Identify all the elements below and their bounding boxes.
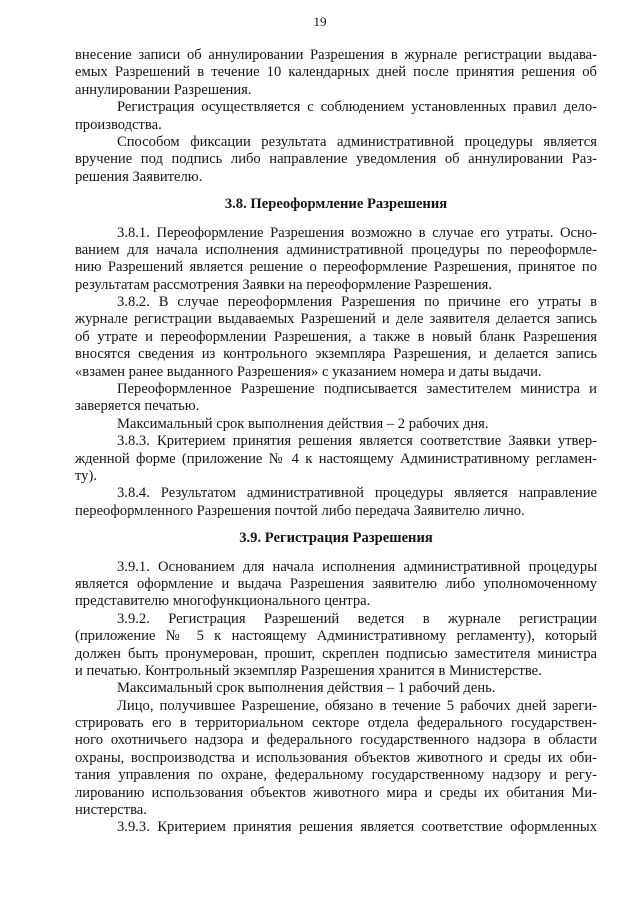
- text-line: внесение записи об аннулировании Разрешения в журнале регистрации выдава-: [75, 47, 597, 63]
- text-line: 3.8.4. Результатом административной процедуры является направление: [117, 485, 597, 502]
- text-line: 3.9.2. Регистрация Разрешений ведется в журнале регистрации: [117, 610, 597, 627]
- spacer: [75, 548, 597, 559]
- text-line: нистерства.: [75, 802, 147, 819]
- text-line: аннулировании Разрешения.: [75, 81, 252, 98]
- text-line: Лицо, получившее Разрешение, обязано в течение 5 рабочих дней зареги-: [117, 697, 597, 714]
- text-line: ту).: [75, 467, 97, 484]
- text-line: представителю многофункционального центра.: [75, 593, 371, 610]
- text-line: 3.8.2. В случае переоформления Разрешения по причине его утраты в: [117, 294, 597, 311]
- page-number: 19: [313, 14, 327, 29]
- text-line: журнале регистрации выдаваемых Разрешений и деле заявителя делается запись: [75, 311, 597, 328]
- text-line: 3.9.3. Критерием принятия решения является соответствие оформленных: [117, 819, 597, 836]
- text-line: вносятся сведения из контрольного экземпляра Разрешения, и делается запись: [75, 346, 597, 363]
- spacer: [75, 214, 597, 225]
- text-line: должен быть пронумерован, прошит, скреплен подписью заместителя министра: [75, 645, 597, 662]
- text-line: решения Заявителю.: [75, 168, 203, 185]
- document-body: [75, 47, 597, 837]
- text-line: является оформление и выдача Разрешения заявителю либо уполномоченному: [75, 575, 597, 592]
- text-line: жденной форме (приложение № 4 к настоящему Административному регламен-: [75, 450, 597, 467]
- text-line: емых Разрешений в течение 10 календарных дней после принятия решения об: [75, 64, 597, 81]
- text-line: заверяется печатью.: [75, 398, 200, 415]
- text-line: Регистрация осуществляется с соблюдением установленных правил дело-: [117, 99, 597, 116]
- text-line: нию Разрешений является решение о переоформление Разрешения, принятое по: [75, 259, 597, 276]
- text-line: Максимальный срок выполнения действия – 1 рабочий день.: [117, 680, 496, 697]
- text-line: (приложение № 5 к настоящему Административному регламенту), который: [75, 628, 597, 645]
- text-line: лированию использования объектов животного мира и среды их обитания Ми-: [75, 784, 597, 801]
- text-line: 3.8.3. Критерием принятия решения является соответствие Заявки утвер-: [117, 433, 597, 450]
- text-line: 3.8.1. Переоформление Разрешения возможно в случае его утраты. Осно-: [117, 224, 597, 241]
- text-line: производства.: [75, 116, 162, 133]
- text-line: результатам рассмотрения Заявки на переоформление Разрешения.: [75, 276, 493, 293]
- text-line: стрировать его в территориальном секторе отдела федерального государствен-: [75, 715, 597, 732]
- text-line: «взамен ранее выданного Разрешения» с указанием номера и даты выдачи.: [75, 363, 542, 380]
- section-heading: 3.8. Переоформление Разрешения: [224, 196, 448, 213]
- section-heading: 3.9. Регистрация Разрешения: [239, 530, 433, 547]
- text-line: Переоформленное Разрешение подписывается заместителем министра и: [117, 381, 597, 398]
- text-line: охраны, воспроизводства и использования объектов животного и среды их оби-: [75, 749, 597, 766]
- text-line: и печатью. Контрольный экземпляр Разрешения хранится в Министерстве.: [75, 662, 542, 679]
- text-line: 3.9.1. Основанием для начала исполнения административной процедуры: [117, 558, 597, 575]
- text-line: Максимальный срок выполнения действия – 2 рабочих дня.: [117, 415, 489, 432]
- text-line: об утрате и переоформлении Разрешения, а также в новый бланк Разрешения: [75, 328, 597, 345]
- text-line: тания управления по охране, федеральному государственному надзору и регу-: [75, 767, 597, 784]
- text-line: ного охотничьего надзора и федерального государственного надзора в области: [75, 732, 597, 749]
- text-line: Способом фиксации результата административной процедуры является: [117, 133, 597, 150]
- text-line: ванием для начала исполнения административной процедуры по переоформле-: [75, 241, 597, 258]
- spacer: [75, 186, 597, 196]
- spacer: [75, 520, 597, 530]
- text-line: переоформленного Разрешения почтой либо передача Заявителю лично.: [75, 502, 525, 519]
- text-line: вручение под подпись либо направление уведомления об аннулировании Раз-: [75, 151, 597, 168]
